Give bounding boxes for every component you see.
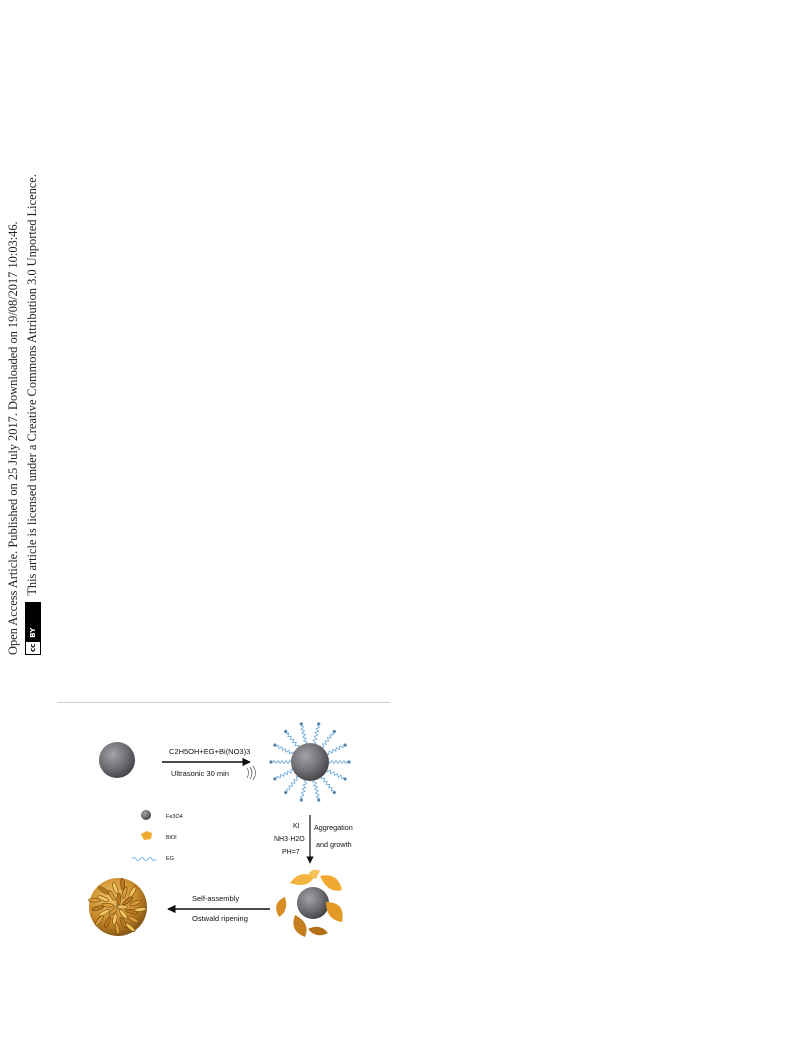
step1-condition-label: Ultrasonic 30 min bbox=[171, 769, 229, 778]
eg-chain-icon bbox=[329, 760, 347, 763]
eg-chain-icon bbox=[273, 760, 291, 763]
bi-ion-icon bbox=[348, 761, 351, 764]
bi-ion-icon bbox=[270, 761, 273, 764]
step2-reagent-ph: PH=7 bbox=[282, 849, 300, 856]
legend-biol-label: BiOI bbox=[166, 835, 177, 841]
bi-ion-icon bbox=[344, 744, 347, 747]
eg-chain-icon bbox=[321, 777, 334, 791]
by-icon: BY bbox=[26, 625, 40, 641]
bi-ion-icon bbox=[333, 730, 336, 733]
eg-chain-icon bbox=[301, 726, 307, 743]
legend-eg-icon bbox=[132, 858, 156, 861]
legend-biol-icon bbox=[141, 831, 152, 840]
ultrasonic-waves-icon bbox=[247, 766, 256, 780]
sidebar-published-text: Open Access Article. Published on 25 July 2017. Downloaded on 19/08/2017 10:03:46. bbox=[6, 221, 20, 655]
eg-chain-icon bbox=[313, 726, 319, 744]
eg-chain-icon bbox=[327, 745, 343, 755]
step2-reagent-ki: KI bbox=[293, 823, 300, 830]
biol-nanosheet-icon bbox=[116, 893, 121, 905]
bi-ion-icon bbox=[274, 778, 277, 781]
sidebar-line-2 bbox=[23, 174, 42, 655]
license-sidebar bbox=[4, 174, 42, 655]
step2-process-2: and growth bbox=[316, 840, 352, 849]
legend-eg-label: EG bbox=[166, 856, 174, 862]
eg-coated-sphere bbox=[270, 723, 351, 802]
step3-process-2: Ostwald ripening bbox=[192, 914, 248, 923]
eg-chain-icon bbox=[277, 769, 293, 779]
step1-reagents-label: C2H5OH+EG+Bi(NO3)3 bbox=[169, 747, 251, 756]
biol-nanosheet-icon bbox=[88, 898, 100, 902]
legend-fe3o4-icon bbox=[141, 810, 151, 820]
bi-ion-icon bbox=[284, 730, 287, 733]
step2-process-1: Aggregation bbox=[314, 823, 353, 832]
flower-microsphere-icon bbox=[88, 878, 147, 936]
eg-chain-icon bbox=[301, 781, 307, 799]
cc-icon: cc bbox=[26, 641, 40, 654]
legend-fe3o4-label: Fe3O4 bbox=[166, 814, 183, 820]
step2-reagent-nh3: NH3·H2O bbox=[274, 836, 305, 843]
synthesis-scheme-figure bbox=[80, 705, 380, 955]
sidebar-line-1 bbox=[4, 195, 23, 655]
bi-ion-icon bbox=[333, 791, 336, 794]
sidebar-license-link[interactable]: This article is licensed under a Creative Commons Attribution 3.0 Unported Licence. bbox=[25, 174, 39, 596]
bi-ion-icon bbox=[317, 723, 320, 726]
bi-ion-icon bbox=[300, 799, 303, 802]
section-divider bbox=[57, 702, 390, 703]
step3-process-1: Self-assembly bbox=[192, 894, 240, 903]
eg-chain-icon bbox=[327, 770, 344, 779]
bi-ion-icon bbox=[274, 744, 277, 747]
eg-chain-icon bbox=[286, 733, 299, 747]
aggregate-particle-icon bbox=[276, 870, 343, 937]
eg-chain-icon bbox=[322, 733, 334, 748]
bi-ion-icon bbox=[344, 778, 347, 781]
bi-ion-icon bbox=[284, 791, 287, 794]
bi-ion-icon bbox=[317, 799, 320, 802]
fe3o4-sphere-icon bbox=[99, 742, 135, 778]
eg-chain-icon bbox=[313, 781, 319, 798]
eg-chain-icon bbox=[287, 777, 299, 792]
eg-chain-icon bbox=[276, 745, 293, 754]
cc-by-license-badge[interactable] bbox=[25, 602, 41, 655]
bi-ion-icon bbox=[300, 723, 303, 726]
